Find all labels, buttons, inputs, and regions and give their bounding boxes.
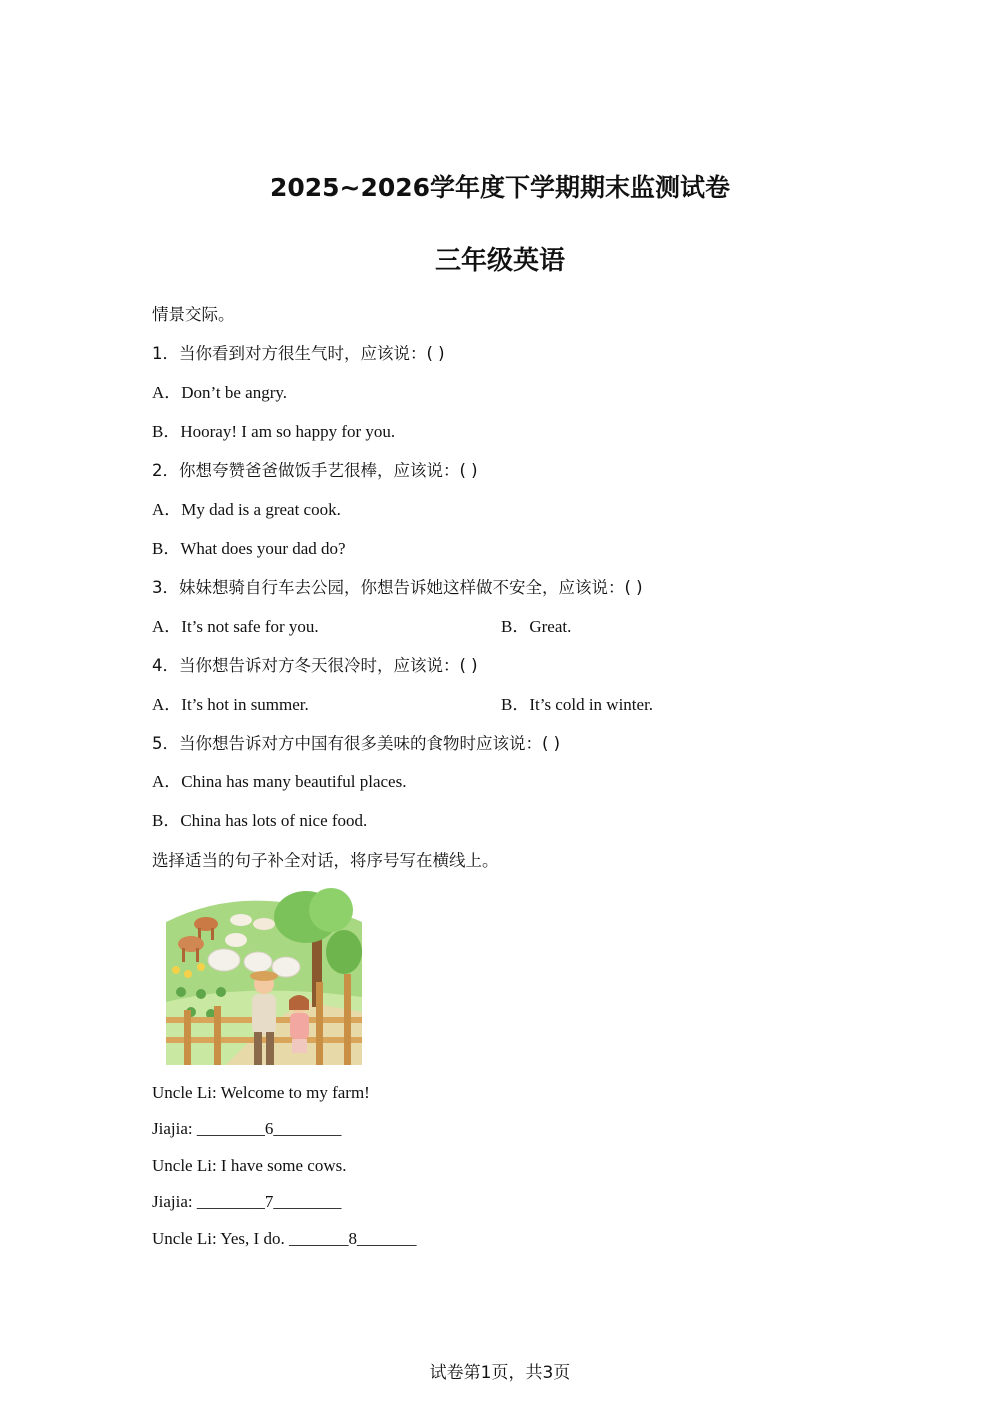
question-4-option-a: A．It’s hot in summer. xyxy=(152,695,309,714)
question-2-stem: 2．你想夸赞爸爸做饭手艺很棒，应该说：( ) xyxy=(152,461,478,480)
question-1-option-b: B．Hooray! I am so happy for you. xyxy=(152,422,396,441)
question-4-option-b: B．It’s cold in winter. xyxy=(501,695,654,714)
question-1-stem: 1．当你看到对方很生气时，应该说：( ) xyxy=(152,344,445,363)
dialog-line-4: Jiajia: ________7________ xyxy=(152,1192,342,1211)
question-3-stem: 3．妹妹想骑自行车去公园，你想告诉她这样做不安全，应该说：( ) xyxy=(152,578,643,597)
farm-illustration xyxy=(166,882,362,1065)
question-5-stem: 5．当你想告诉对方中国有很多美味的食物时应该说：( ) xyxy=(152,734,561,753)
question-4-stem: 4．当你想告诉对方冬天很冷时，应该说：( ) xyxy=(152,656,478,675)
question-3-option-b: B．Great. xyxy=(501,617,572,636)
question-1-option-a: A．Don’t be angry. xyxy=(152,383,288,402)
dialog-line-1: Uncle Li: Welcome to my farm! xyxy=(152,1083,370,1102)
section-heading-situational: 情景交际。 xyxy=(152,305,235,324)
question-5-option-b: B．China has lots of nice food. xyxy=(152,811,368,830)
question-2-option-b: B．What does your dad do? xyxy=(152,539,346,558)
dialog-line-3: Uncle Li: I have some cows. xyxy=(152,1156,347,1175)
page-footer: 试卷第1页，共3页 xyxy=(429,1363,571,1383)
exam-title: 2025~2026学年度下学期期末监测试卷 xyxy=(269,173,731,202)
dialog-line-5: Uncle Li: Yes, I do. _______8_______ xyxy=(152,1229,417,1248)
section-heading-dialog: 选择适当的句子补全对话，将序号写在横线上。 xyxy=(152,851,499,870)
question-5-option-a: A．China has many beautiful places. xyxy=(152,772,407,791)
question-3-option-a: A．It’s not safe for you. xyxy=(152,617,319,636)
exam-subtitle: 三年级英语 xyxy=(434,246,565,276)
question-2-option-a: A．My dad is a great cook. xyxy=(152,500,341,519)
dialog-line-2: Jiajia: ________6________ xyxy=(152,1119,342,1138)
